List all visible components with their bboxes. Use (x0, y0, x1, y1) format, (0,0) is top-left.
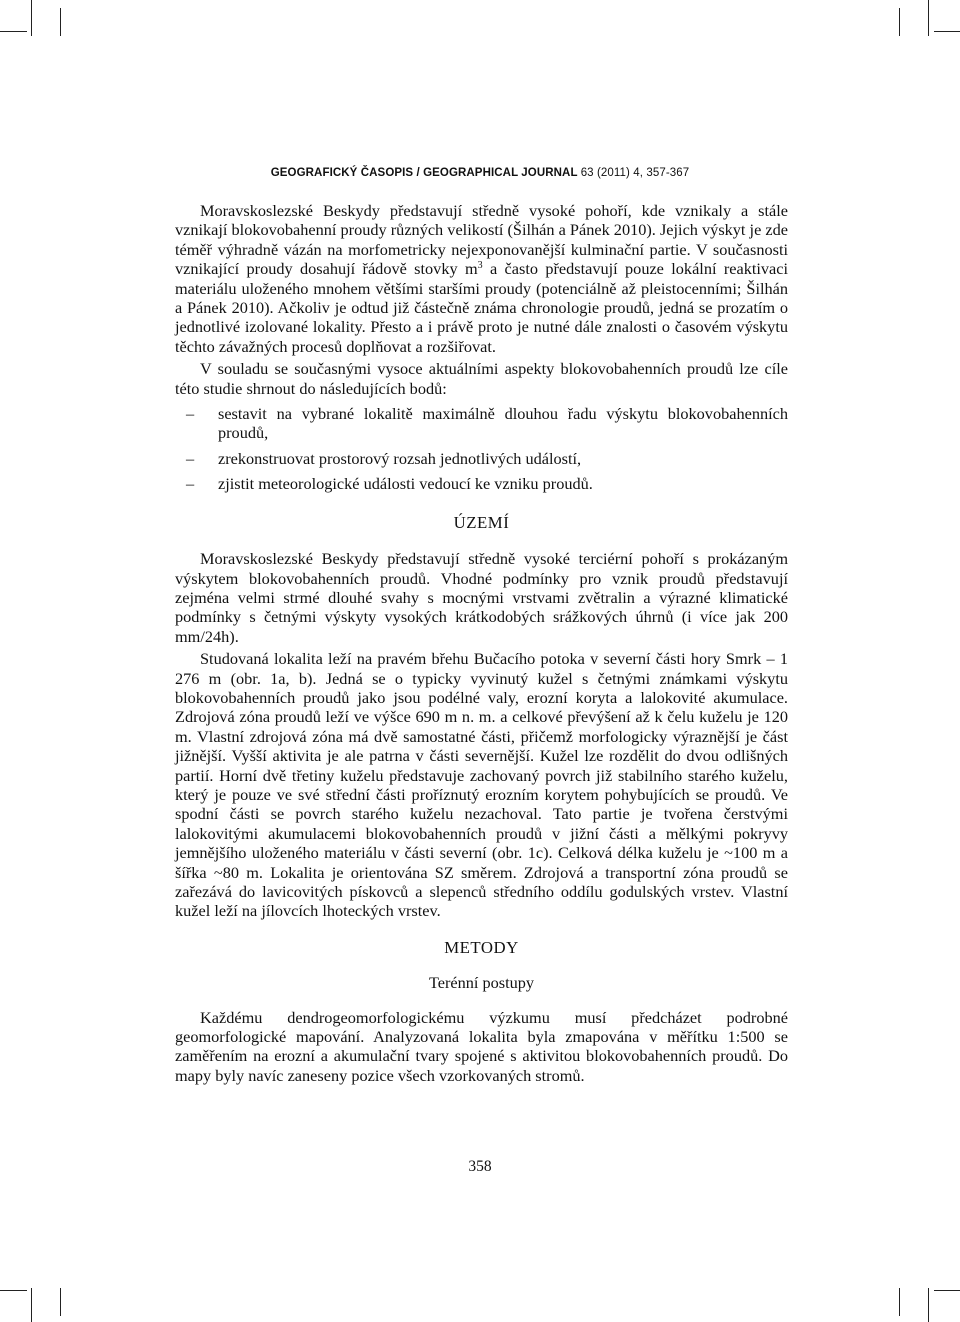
paragraph-intro-text: Moravskoslezské Beskydy představují středně vysoké pohoří, kde vznikaly a stále vznikají blokovobahenní proudy různých velikostí (Šilhán a Pánek 2010). Jejich výskyt je zde téměř výhradně vázán na morfometricky nejexponovanější kulminační partie. (175, 201, 788, 259)
section-heading-metody: METODY (444, 937, 519, 957)
crop-mark-top-right-h (934, 31, 960, 32)
section-heading-uzemi: ÚZEMÍ (453, 512, 510, 532)
dash-bullet: – (186, 474, 195, 494)
list-item-text: zrekonstruovat prostorový rozsah jednotlivých událostí, (218, 448, 582, 468)
crop-mark-bottom-left-v (31, 1288, 32, 1322)
crop-mark-top-left-v (31, 0, 32, 36)
crop-mark-bottom-right-v (928, 1288, 929, 1322)
list-item (175, 404, 788, 443)
paragraph-area-1: Moravskoslezské Beskydy představují středně vysoké terciérní pohoří s prokázaným výskytem blokovobahenních proudů. Vhodné podmínky pro vznik proudů představují zejména velmi strmé dlouhé svahy s mocnými vrstvami zvětralin a výrazné klimatické podmínky s četnými výskyty vysokých krátkodobých srážkových úhrnů (i více jak 200 mm/24h). (175, 549, 788, 646)
goals-list (175, 404, 788, 494)
list-item-text: sestavit na vybrané lokalitě maximálně dlouhou řadu výskytu blokovobahenních proudů, (218, 404, 788, 443)
running-header (0, 167, 960, 179)
list-item (175, 449, 788, 468)
crop-mark-top-right-v2 (899, 8, 900, 36)
subsection-heading-terenni: Terénní postupy (428, 973, 535, 993)
journal-volume: 63 (2011) 4, 357-367 (580, 167, 690, 179)
paragraph-intro-part3: a často představují pouze lokální reaktivaci materiálu uloženého mnohem většími staršími proudy (potenciálně až pleistocenními; Šilhán a Pánek 2010). Ačkoliv je odtud již částečně známa chronologie proudů, jedná se prozatím o jednotlivé izolované lokality. Přesto a i právě proto je nutné dále znalosti o časovém výskytu těchto závažných procesů doplňovat a rozšiřovat. (175, 259, 789, 356)
paragraph-goals: V souladu se současnými vysoce aktuálními aspekty blokovobahenních proudů lze cíle této studie shrnout do následujících bodů: (175, 359, 788, 398)
paragraph-methods: Každému dendrogeomorfologickému výzkumu musí předcházet podrobné geomorfologické mapování. Analyzovaná lokalita byla zmapována v měřítku 1:500 se zaměřením na erozní a akumulační tvary spojené s aktivitou blokovobahenních proudů. Do mapy byly navíc zaneseny pozice všech vzorkovaných stromů. (175, 1007, 788, 1085)
crop-mark-bottom-left-h (0, 1290, 27, 1291)
list-item (175, 474, 788, 493)
journal-name: GEOGRAFICKÝ ČASOPIS / GEOGRAPHICAL JOURNAL (270, 167, 578, 179)
crop-mark-top-left-v2 (60, 8, 61, 36)
paragraph-area-2: Studovaná lokalita leží na pravém břehu Bučacího potoka v severní části hory Smrk – 1 276 m (obr. 1a, b). Jedná se o typicky vyvinutý kužel s četnými známkami výskytu blokovobahenních proudů jako jsou podélné valy, erozní koryta a lalokovité akumulace. Zdrojová zóna proudů leží ve výšce 690 m n. m. a celkové převýšení až k čelu kuželu je 120 m. Vlastní zdrojová zóna má dvě samostatné části, přičemž morfologicky výraznější je část jižnější. Vyšší aktivita je ale patrna v části severnější. Kužel lze rozdělit do dvou odlišných partií. Horní dvě třetiny kuželu představuje zachovaný povrch již stabilního starého kuželu, který je pouze ve své střední části proříznutý erozním korytem pohybujících se proudů. Ve spodní části se povrch starého kuželu nezachoval. Tato partie je tvořena čerstvými lalokovitými akumulacemi blokovobahenních proudů v jižní části a mělkými pokryvy jemnějšího uloženého materiálu v části severní (obr. 1c). Celková délka kuželu je ~100 m a šířka ~80 m. Lokalita je orientována SZ směrem. Zdrojová a transportní zóna proudů se zařezává do lavicovitých pískovců a slepenců středního oddílu godulských vrstev. Vlastní kužel leží na jílovcích lhoteckých vrstev. (175, 649, 788, 921)
article-body (175, 201, 788, 1088)
page-number: 358 (468, 1158, 492, 1175)
crop-mark-top-left-h (0, 31, 27, 32)
list-item-text: zjistit meteorologické události vedoucí ke vzniku proudů. (218, 474, 593, 494)
crop-mark-bottom-left-v2 (60, 1288, 61, 1316)
crop-mark-top-right-v (928, 0, 929, 36)
superscript-3: 3 (477, 260, 483, 272)
dash-bullet: – (186, 404, 195, 424)
paragraph-intro (175, 201, 788, 356)
paragraph-intro-part2: V současnosti vznikající proudy dosahují řádově stovky m (175, 239, 789, 279)
crop-mark-bottom-right-v2 (899, 1288, 900, 1316)
dash-bullet: – (186, 448, 195, 468)
crop-mark-bottom-right-h (934, 1290, 960, 1291)
